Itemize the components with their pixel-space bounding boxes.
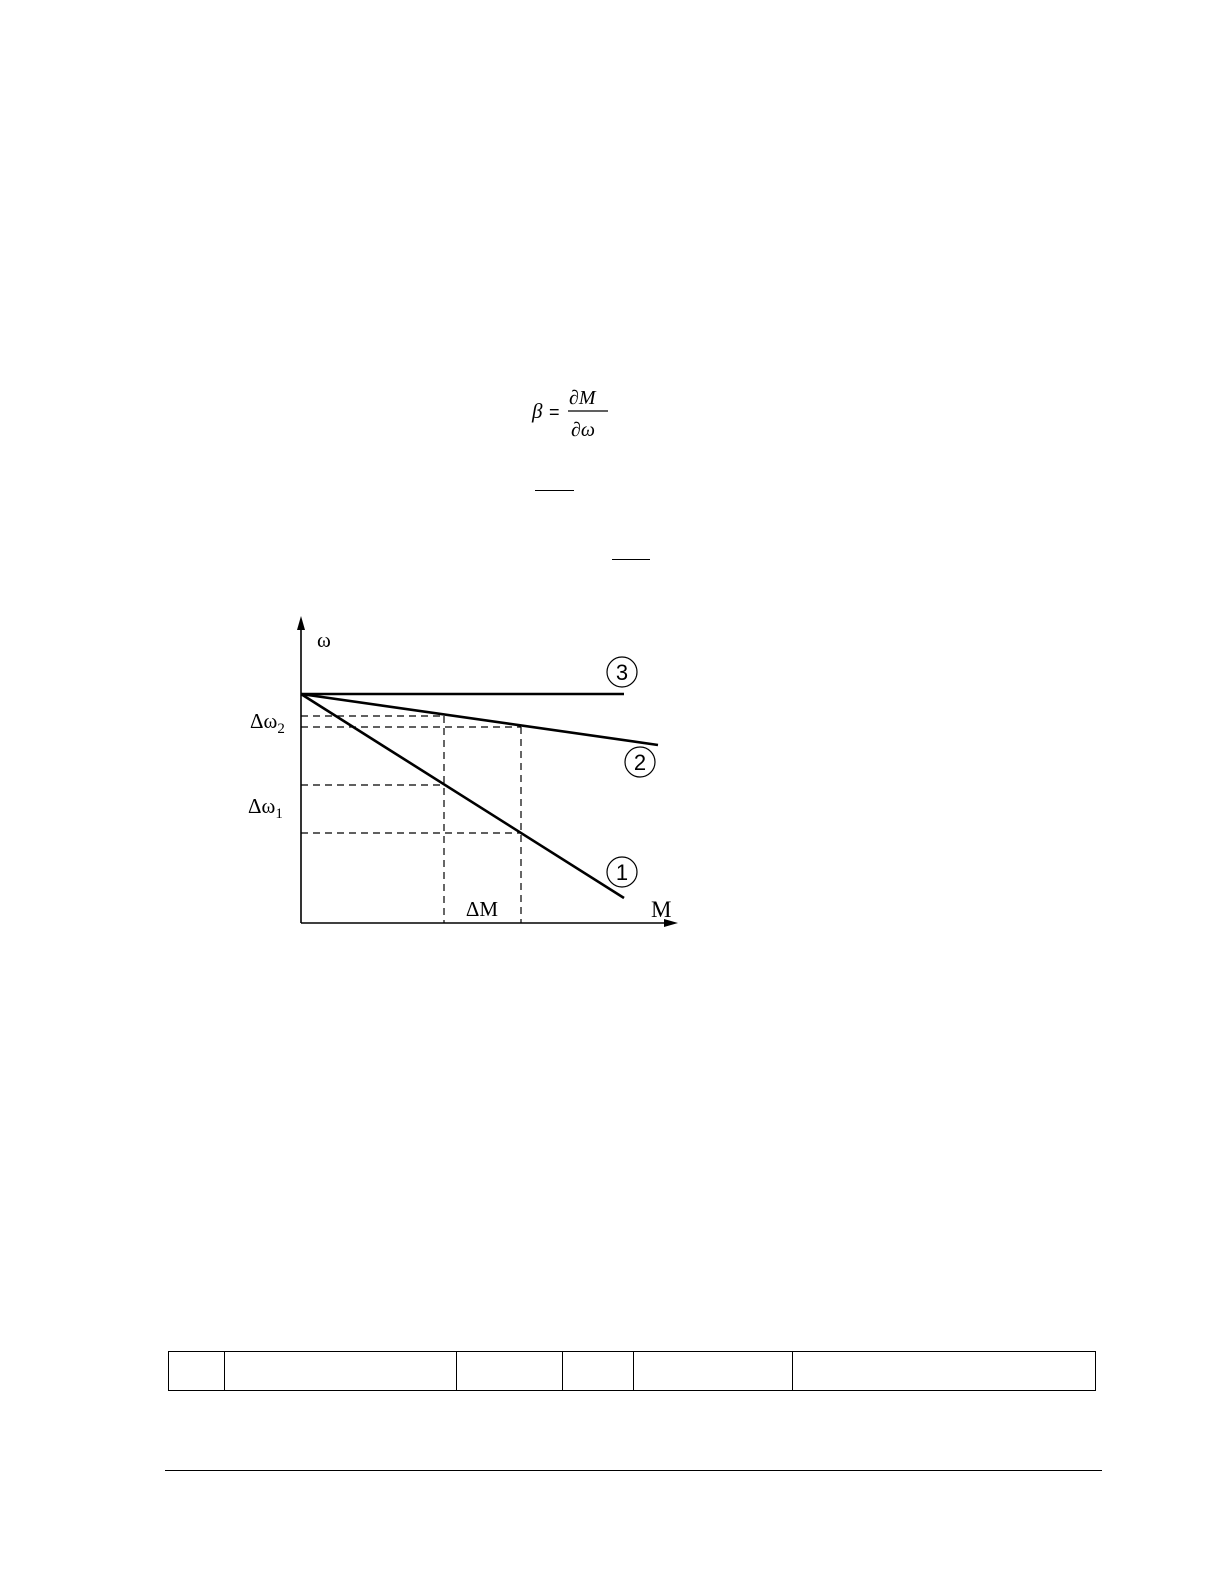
curve-2-label: 2: [633, 750, 647, 775]
title-block-cell: [793, 1352, 1095, 1390]
curve-2: [301, 694, 658, 745]
delta-m-label: ΔM: [465, 897, 499, 921]
formula-lhs: β: [532, 399, 543, 423]
y-axis-label: ω: [317, 628, 331, 652]
title-block-cell: [225, 1352, 457, 1390]
dashed-guides: [301, 716, 521, 923]
curve-1-marker: [607, 857, 637, 887]
curve-1-label: 1: [615, 860, 629, 885]
curve-3-label: 3: [615, 660, 629, 685]
y-axis-arrow: [297, 616, 305, 630]
stiffness-formula: [520, 378, 620, 448]
title-block-cell: [169, 1352, 225, 1390]
curve-1: [301, 694, 624, 898]
x-axis-label: M: [651, 897, 672, 922]
fraction-bar-stub-2: [612, 559, 650, 560]
curve-3-marker: [607, 657, 637, 687]
formula-eq: =: [549, 402, 560, 422]
delta-omega-2-label: $\Delta\omega_2$: [250, 709, 285, 737]
formula-numerator: ∂M: [569, 387, 596, 409]
title-block-cell: [457, 1352, 563, 1390]
delta-omega-1-label: $\Delta\omega_1$: [248, 794, 283, 822]
title-block-table: [168, 1351, 1096, 1391]
footer-rule: [165, 1470, 1102, 1471]
formula-denominator: ∂ω: [571, 419, 596, 441]
fraction-bar-stub-1: [535, 490, 574, 491]
title-block-cell: [563, 1352, 634, 1390]
title-block-cell: [634, 1352, 793, 1390]
curve-2-marker: [625, 747, 655, 777]
mechanical-characteristics-diagram: [240, 610, 690, 940]
